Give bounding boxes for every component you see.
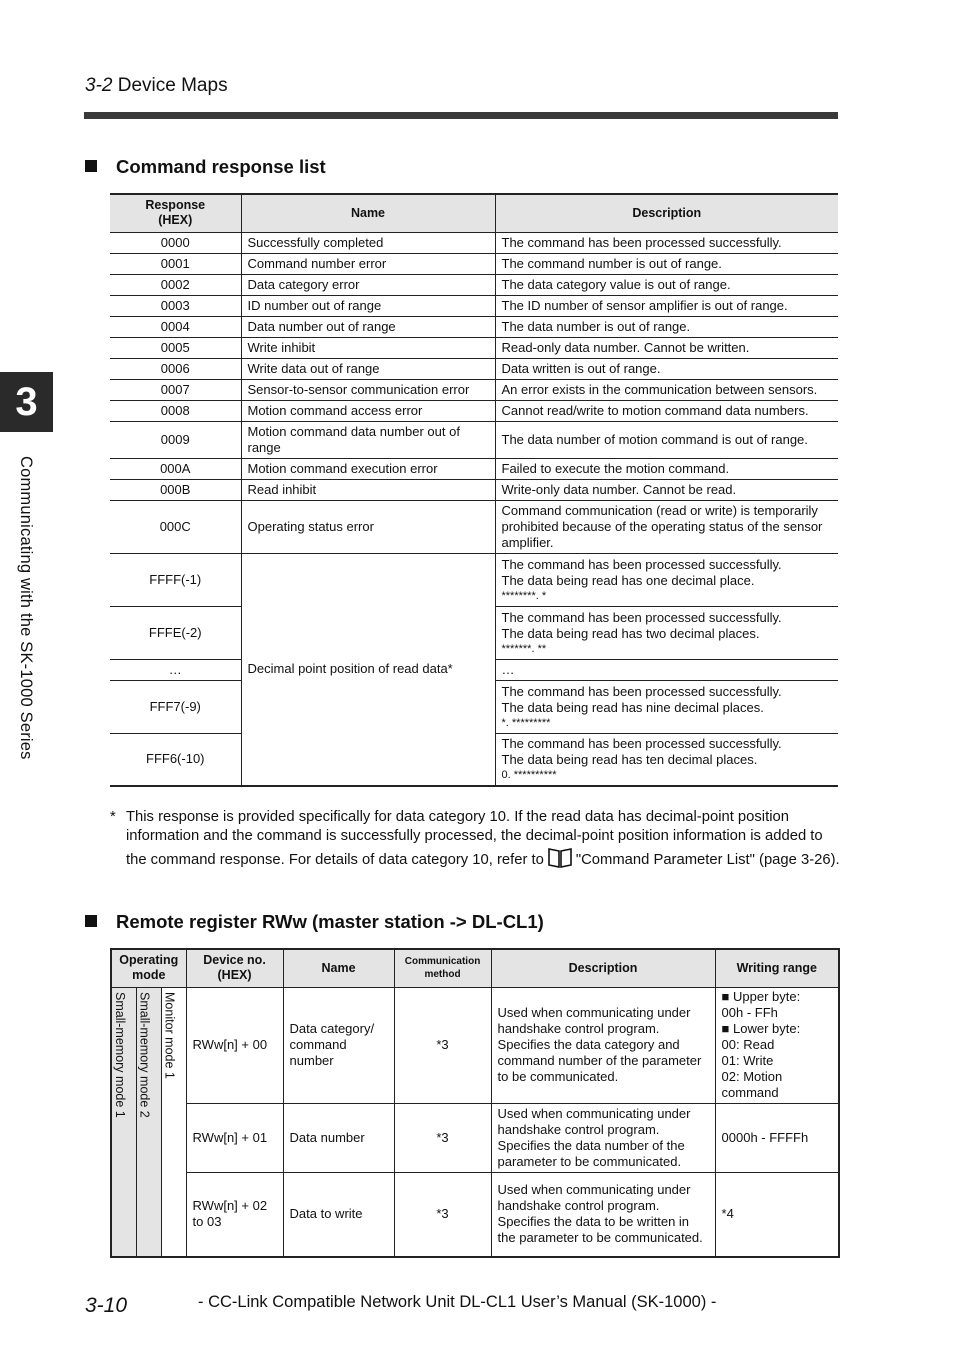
range-line: 00h - FFh <box>721 1004 778 1020</box>
response-code: FFFE(-2) <box>110 606 241 659</box>
register-desc: Used when communicating under handshake control program. Specifies the data to be written in the parameter to be communicated. <box>491 1172 715 1257</box>
response-name: Data category error <box>241 274 495 295</box>
response-code: 0007 <box>110 379 241 400</box>
response-name: Data number out of range <box>241 316 495 337</box>
desc-format: *******. ** <box>501 642 547 655</box>
response-desc <box>495 606 838 659</box>
table-row <box>110 358 838 379</box>
table-row <box>110 379 838 400</box>
response-name: Read inhibit <box>241 479 495 500</box>
communication-method: *3 <box>394 1103 491 1172</box>
response-desc: Data written is out of range. <box>495 358 838 379</box>
response-desc: An error exists in the communication between sensors. <box>495 379 838 400</box>
col-header-device-no: Device no. (HEX) <box>186 949 283 987</box>
register-name: Data to write <box>283 1172 394 1257</box>
mode-label: Small-memory mode 1 <box>113 991 127 1118</box>
response-code: 0008 <box>110 400 241 421</box>
response-desc: The data number of motion command is out of range. <box>495 421 838 458</box>
register-name: Data number <box>283 1103 394 1172</box>
writing-range: 0000h - FFFFh <box>715 1103 839 1172</box>
response-desc: Failed to execute the motion command. <box>495 458 838 479</box>
desc-line: The data being read has one decimal place. <box>501 572 755 588</box>
response-desc <box>495 553 838 606</box>
bullet-square-icon <box>85 160 97 172</box>
response-code: 000A <box>110 458 241 479</box>
response-name: Sensor-to-sensor communication error <box>241 379 495 400</box>
rww-table <box>110 948 840 1258</box>
response-code: 0002 <box>110 274 241 295</box>
table-row <box>110 274 838 295</box>
register-desc: Used when communicating under handshake control program. Specifies the data number of the parameter to be communicated. <box>491 1103 715 1172</box>
mode-small-memory-1 <box>111 987 136 1257</box>
col-header-response: Response (HEX) <box>110 194 241 232</box>
device-no: RWw[n] + 00 <box>186 987 283 1103</box>
footnote-marker: * <box>110 809 116 825</box>
response-desc: Read-only data number. Cannot be written. <box>495 337 838 358</box>
table-row <box>111 987 839 1103</box>
desc-line: The command has been processed successfully. <box>501 556 782 572</box>
response-name: Motion command access error <box>241 400 495 421</box>
table-row <box>110 316 838 337</box>
table-row <box>110 500 838 553</box>
command-response-table <box>110 193 838 787</box>
desc-line: The command has been processed successfully. <box>501 683 782 699</box>
manual-title: - CC-Link Compatible Network Unit DL-CL1 User’s Manual (SK-1000) - <box>198 1293 717 1311</box>
manual-book-icon <box>547 846 573 874</box>
bullet-square-icon <box>85 915 97 927</box>
response-code: 0001 <box>110 253 241 274</box>
footnote <box>110 808 840 874</box>
table-row <box>110 421 838 458</box>
response-code: 000B <box>110 479 241 500</box>
mode-label: Monitor mode 1 <box>162 991 177 1079</box>
response-code: FFF6(-10) <box>110 733 241 786</box>
communication-method: *3 <box>394 1172 491 1257</box>
range-line: 01: Write <box>721 1052 774 1068</box>
chapter-tab: 3 <box>0 372 53 432</box>
desc-format: *. ********* <box>501 716 551 729</box>
response-desc: The command has been processed successfully. <box>495 232 838 253</box>
response-name: Motion command execution error <box>241 458 495 479</box>
col-header-writing-range: Writing range <box>715 949 839 987</box>
decimal-point-name: Decimal point position of read data* <box>241 553 495 786</box>
response-desc: The data number is out of range. <box>495 316 838 337</box>
response-code: FFF7(-9) <box>110 680 241 733</box>
response-desc: … <box>495 659 838 680</box>
page-number: 3-10 <box>85 1294 128 1317</box>
col-header-description: Description <box>495 194 838 232</box>
footnote-text: This response is provided specifically for data category 10. If the read data has decimal-point position information and the command is successfully processed, the decimal-point position information is added to the command response. For details of data category 10, refer to <box>126 809 823 868</box>
device-no: RWw[n] + 02 to 03 <box>186 1172 283 1257</box>
response-desc <box>495 680 838 733</box>
range-line: ■ Upper byte: <box>721 988 801 1004</box>
device-no: RWw[n] + 01 <box>186 1103 283 1172</box>
table-row <box>110 253 838 274</box>
mode-label: Small-memory mode 2 <box>137 991 152 1118</box>
response-code: FFFF(-1) <box>110 553 241 606</box>
response-code: 0009 <box>110 421 241 458</box>
header-rule <box>84 112 838 119</box>
response-code: 000C <box>110 500 241 553</box>
response-code: 0006 <box>110 358 241 379</box>
footnote-link-text[interactable]: "Command Parameter List" (page 3-26). <box>575 852 840 868</box>
rww-heading <box>85 911 544 933</box>
response-code: 0005 <box>110 337 241 358</box>
col-header-name: Name <box>241 194 495 232</box>
col-header-operating-mode: Operating mode <box>111 949 186 987</box>
table-row <box>111 1172 839 1257</box>
table-row <box>110 400 838 421</box>
response-code: 0000 <box>110 232 241 253</box>
section-title: Device Maps <box>117 75 228 96</box>
response-desc: Command communication (read or write) is temporarily prohibited because of the operating status of the sensor amplifier. <box>495 500 838 553</box>
communication-method: *3 <box>394 987 491 1103</box>
response-desc <box>495 733 838 786</box>
response-name: Command number error <box>241 253 495 274</box>
response-name: Write data out of range <box>241 358 495 379</box>
page-header <box>85 75 228 97</box>
desc-format: ********. * <box>501 589 547 602</box>
response-name: Successfully completed <box>241 232 495 253</box>
writing-range: *4 <box>715 1172 839 1257</box>
response-code: 0003 <box>110 295 241 316</box>
table-row <box>110 553 838 606</box>
rww-title: Remote register RWw (master station -> DL-CL1) <box>116 911 544 932</box>
response-name: Write inhibit <box>241 337 495 358</box>
table-row <box>111 1103 839 1172</box>
mode-small-memory-2 <box>136 987 161 1257</box>
desc-line: The command has been processed successfully. <box>501 736 782 752</box>
table-row <box>110 232 838 253</box>
table-row <box>110 479 838 500</box>
desc-line: The data being read has nine decimal places. <box>501 699 764 715</box>
command-response-title: Command response list <box>116 156 326 177</box>
chapter-side-title: Communicating with the SK-1000 Series <box>17 456 35 760</box>
response-desc: The data category value is out of range. <box>495 274 838 295</box>
section-number: 3-2 <box>85 75 113 96</box>
command-response-heading <box>85 156 326 178</box>
range-line: ■ Lower byte: <box>721 1020 801 1036</box>
col-header-description: Description <box>491 949 715 987</box>
range-line: 00: Read <box>721 1036 775 1052</box>
response-desc: The command number is out of range. <box>495 253 838 274</box>
response-name: Operating status error <box>241 500 495 553</box>
col-header-name: Name <box>283 949 394 987</box>
mode-monitor-1 <box>161 987 186 1257</box>
response-code: … <box>110 659 241 680</box>
register-desc: Used when communicating under handshake control program. Specifies the data category and command number of the parameter to be communicated. <box>491 987 715 1103</box>
response-code: 0004 <box>110 316 241 337</box>
response-desc: Cannot read/write to motion command data numbers. <box>495 400 838 421</box>
desc-line: The data being read has ten decimal places. <box>501 752 758 768</box>
table-row <box>110 337 838 358</box>
col-header-communication-method: Communication method <box>394 949 491 987</box>
response-name: Motion command data number out of range <box>241 421 495 458</box>
range-line: 02: Motion command <box>721 1068 783 1100</box>
response-name: ID number out of range <box>241 295 495 316</box>
response-desc: The ID number of sensor amplifier is out of range. <box>495 295 838 316</box>
desc-format: 0. ********** <box>501 769 557 782</box>
register-name: Data category/ command number <box>283 987 394 1103</box>
table-row <box>110 458 838 479</box>
writing-range <box>715 987 839 1103</box>
table-row <box>110 295 838 316</box>
response-desc: Write-only data number. Cannot be read. <box>495 479 838 500</box>
desc-line: The data being read has two decimal places. <box>501 625 760 641</box>
desc-line: The command has been processed successfully. <box>501 609 782 625</box>
